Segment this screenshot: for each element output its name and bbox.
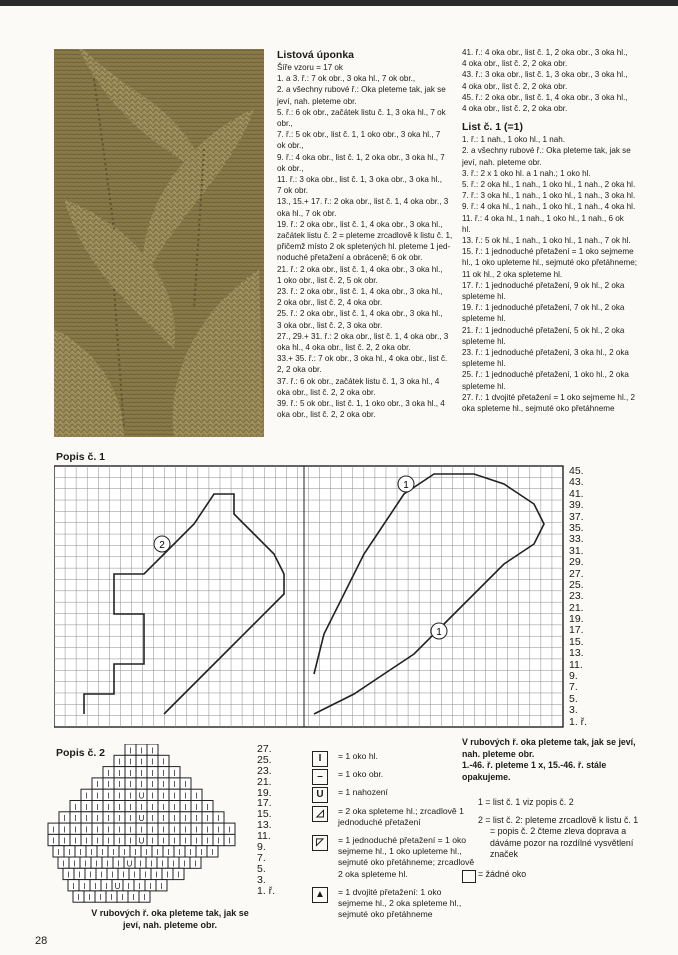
chart2-symbol: I bbox=[211, 848, 214, 857]
chart2-symbol: I bbox=[96, 814, 99, 824]
instruction-line: 11. ř.: 3 oka obr., list č. 1, 3 oka obr., 3 oka hl., bbox=[277, 175, 442, 185]
chart2-symbol: I bbox=[195, 825, 198, 835]
chart2-symbol: I bbox=[133, 870, 136, 880]
chart2-symbol: I bbox=[83, 881, 86, 891]
chart2-symbol: I bbox=[162, 836, 165, 846]
chart2-symbol: I bbox=[129, 836, 132, 846]
knitted-swatch-photo bbox=[54, 49, 264, 437]
instruction-line: 15. ř.: 1 jednoduché přetažení = 1 oko sejmeme bbox=[462, 247, 634, 257]
instruction-line: jeví, nah. pleteme obr. bbox=[462, 157, 542, 167]
leaf-1-note: 1 = list č. 1 viz popis č. 2 bbox=[478, 797, 574, 807]
chart2-symbol: I bbox=[118, 780, 121, 790]
leaf-instructions bbox=[462, 134, 637, 414]
chart2-symbol: I bbox=[107, 814, 110, 824]
instruction-line: 33.+ 35. ř.: 7 ok obr., 3 oka hl., 4 oka obr., list č. bbox=[277, 354, 448, 364]
legend-item bbox=[312, 835, 477, 880]
instruction-line: přičemž místo 2 ok spletených hl. pleteme 1 jed- bbox=[277, 242, 451, 252]
chart2-symbol: I bbox=[85, 802, 88, 812]
chart2-symbol: I bbox=[105, 881, 108, 891]
chart2-symbol: I bbox=[85, 836, 88, 846]
legend-item bbox=[312, 806, 477, 828]
row-number: 31. bbox=[569, 544, 584, 557]
instruction-line: 21. ř.: 1 jednoduché přetažení, 5 ok hl., 2 oka bbox=[462, 325, 625, 335]
instruction-line: Šíře vzoru = 17 ok bbox=[277, 63, 343, 72]
instruction-line: 11. ř.: 4 oka hl., 1 nah., 1 oko hl., 1 nah., 6 ok bbox=[462, 213, 624, 223]
instruction-line: 27. ř.: 1 dvojité přetažení = 1 oko sejmeme hl., 2 bbox=[462, 392, 635, 402]
chart2-symbol: I bbox=[195, 814, 198, 824]
chart2-symbol: I bbox=[172, 859, 175, 869]
chart2-symbol: I bbox=[162, 768, 165, 778]
double-decrease-icon: ▲ bbox=[312, 887, 328, 903]
chart2-symbol: U bbox=[138, 836, 145, 846]
instructions-lines bbox=[277, 62, 455, 421]
section-title-listova-uponka: Listová úponka bbox=[277, 49, 355, 61]
chart2-symbol: I bbox=[127, 881, 130, 891]
row-number: 23. bbox=[569, 590, 584, 603]
instruction-line: 3. ř.: 2 x 1 oko hl. a 1 nah.; 1 oko hl. bbox=[462, 168, 591, 178]
row-number: 5. bbox=[569, 692, 578, 705]
chart2-symbol: I bbox=[161, 859, 164, 869]
chart2-symbol: U bbox=[114, 881, 121, 891]
chart2-symbol: I bbox=[184, 836, 187, 846]
chart2-symbol: I bbox=[173, 836, 176, 846]
instructions-column-right bbox=[462, 47, 637, 414]
chart2-symbol: I bbox=[129, 780, 132, 790]
chart2-symbol: I bbox=[166, 870, 169, 880]
top-rule bbox=[0, 0, 678, 6]
row-number: 21. bbox=[257, 775, 272, 788]
instruction-line: ok obr., bbox=[277, 141, 304, 151]
chart2-symbol: I bbox=[72, 881, 75, 891]
chart2-symbol: I bbox=[228, 825, 231, 835]
legend-text: = 2 oka spleteme hl.; zrcadlově 1 jednoduché přetažení bbox=[338, 805, 464, 827]
chart2-symbol: I bbox=[173, 802, 176, 812]
chart2-symbol: I bbox=[96, 836, 99, 846]
instruction-line: 7 ok obr. bbox=[277, 186, 309, 196]
instruction-line: spleteme hl. bbox=[462, 336, 506, 346]
instruction-line: 4 oka obr., list č. 2, 2 oka obr. bbox=[462, 59, 568, 69]
row-number: 35. bbox=[569, 521, 584, 534]
row-number: 7. bbox=[257, 851, 266, 864]
chart2-symbol: U bbox=[138, 814, 145, 824]
instruction-line: oka hl., 4 oka obr., list č. 2, 2 oka obr. bbox=[277, 343, 411, 353]
chart2-symbol: I bbox=[107, 825, 110, 835]
row-number: 39. bbox=[569, 499, 584, 512]
chart2-symbol: I bbox=[85, 814, 88, 824]
chart-notes bbox=[462, 737, 642, 880]
chart2-symbol: I bbox=[184, 802, 187, 812]
row-number: 21. bbox=[569, 601, 584, 614]
chart2-symbol: I bbox=[52, 836, 55, 846]
instruction-line: 37. ř.: 6 ok obr., začátek listu č. 1, 3 oka hl., 4 bbox=[277, 376, 440, 386]
row-number: 15. bbox=[257, 808, 272, 821]
instruction-line: 2. a všechny rubové ř.: Oka pleteme tak, jak se bbox=[462, 146, 631, 156]
chart2-symbol: I bbox=[150, 859, 153, 869]
knitting-chart-2 bbox=[37, 744, 253, 906]
chart2-symbol: I bbox=[96, 825, 99, 835]
yarn-over-icon: U bbox=[312, 787, 328, 803]
legend-item bbox=[312, 787, 477, 801]
row-number: 3. bbox=[569, 704, 578, 717]
chart2-symbol: I bbox=[138, 881, 141, 891]
chart2-symbol: I bbox=[122, 870, 125, 880]
chart2-symbol: I bbox=[79, 848, 82, 857]
instruction-line: 9. ř.: 4 oka hl., 1 nah., 1 oko hl., 1 nah., 4 oka hl. bbox=[462, 202, 636, 212]
chart2-symbol: I bbox=[151, 780, 154, 790]
instruction-line: 25. ř.: 2 oka obr., list č. 1, 4 oka obr., 3 oka hl., bbox=[277, 309, 443, 319]
instruction-line: oka hl., 7 ok obr. bbox=[277, 208, 337, 218]
chart2-note: V rubových ř. oka pleteme tak, jak se jeví, nah. pleteme obr. bbox=[91, 908, 249, 930]
chart2-symbol: U bbox=[126, 859, 133, 869]
chart2-symbol: I bbox=[121, 893, 124, 903]
chart2-symbol: I bbox=[118, 825, 121, 835]
chart2-symbol: I bbox=[132, 893, 135, 903]
chart2-symbol: I bbox=[129, 768, 132, 778]
row-number: 23. bbox=[257, 764, 272, 777]
chart2-symbol: I bbox=[162, 757, 165, 767]
chart2-symbol: I bbox=[88, 893, 91, 903]
row-number: 17. bbox=[257, 797, 272, 810]
instruction-line: 2, 2 oka obr. bbox=[277, 365, 322, 375]
instruction-line: začátek listu č. 2 = pleteme zrcadlově k listu č. 1, bbox=[277, 231, 453, 241]
chart2-symbol: I bbox=[118, 768, 121, 778]
chart2-symbol: I bbox=[74, 814, 77, 824]
instruction-line: 13., 15.+ 17. ř.: 2 oka obr., list č. 1, 4 oka obr., 3 bbox=[277, 197, 449, 207]
chart2-symbol: I bbox=[118, 814, 121, 824]
chart2-symbol: I bbox=[206, 836, 209, 846]
section-title-list-1: List č. 1 (=1) bbox=[462, 121, 523, 134]
chart2-symbol: I bbox=[101, 848, 104, 857]
chart2-symbol: I bbox=[110, 893, 113, 903]
chart1-row-numbers bbox=[569, 466, 609, 728]
chart2-symbol: I bbox=[129, 746, 132, 756]
leaf-marker-1b-text: 1 bbox=[436, 627, 442, 638]
instruction-line: 19. ř.: 2 oka obr., list č. 1, 4 oka obr., 3 oka hl., bbox=[277, 219, 443, 229]
instruction-line: 45. ř.: 2 oka obr., list č. 1, 4 oka obr., 3 oka hl., bbox=[462, 92, 628, 102]
instruction-line: 2 oka obr., list č. 2, 4 oka obr. bbox=[277, 298, 383, 308]
chart2-symbol: I bbox=[143, 893, 146, 903]
chart2-symbol: I bbox=[52, 825, 55, 835]
chart2-symbol: I bbox=[194, 859, 197, 869]
instruction-line: jeví, nah. pleteme obr. bbox=[277, 96, 357, 106]
instruction-line: 23. ř.: 2 oka obr., list č. 1, 4 oka obr., 3 oka hl., bbox=[277, 287, 443, 297]
row-number: 11. bbox=[257, 830, 271, 843]
instruction-line: 3 oka obr., list č. 2, 3 oka obr. bbox=[277, 320, 383, 330]
chart2-symbol: I bbox=[173, 825, 176, 835]
row-number: 11. bbox=[569, 658, 583, 671]
chart2-symbol: I bbox=[151, 757, 154, 767]
legend-text: = 1 dvojité přetažení: 1 oko sejmeme hl., 2 oka spleteme hl., sejmuté oko přetáhneme bbox=[338, 886, 462, 920]
instruction-line: obr., bbox=[277, 119, 293, 129]
chart2-symbol: I bbox=[118, 791, 121, 801]
instruction-line: 43. ř.: 3 oka obr., list č. 1, 3 oka obr., 3 oka hl., bbox=[462, 70, 628, 80]
chart2-symbol: I bbox=[117, 859, 120, 869]
chart2-symbol: I bbox=[84, 859, 87, 869]
empty-cell-note bbox=[462, 869, 642, 881]
chart1-label: Popis č. 1 bbox=[56, 451, 106, 463]
knit-stitch-icon: I bbox=[312, 751, 328, 767]
instruction-line: 5. ř.: 6 ok obr., začátek listu č. 1, 3 oka hl., 7 ok bbox=[277, 107, 446, 117]
legend-text: = 1 oko hl. bbox=[338, 751, 378, 761]
row-number: 43. bbox=[569, 476, 584, 489]
chart2-symbol: I bbox=[206, 825, 209, 835]
instruction-line: 19. ř.: 1 jednoduché přetažení, 7 ok hl., 2 oka bbox=[462, 303, 625, 313]
chart2-symbol: I bbox=[129, 757, 132, 767]
instruction-line: ok obr., bbox=[277, 163, 304, 173]
chart2-symbol: I bbox=[118, 757, 121, 767]
instruction-line: noduché přetažení a obráceně; 6 ok obr. bbox=[277, 253, 423, 263]
chart2-symbol: I bbox=[67, 870, 70, 880]
chart2-symbol: I bbox=[78, 870, 81, 880]
row-number: 37. bbox=[569, 510, 584, 523]
chart2-symbol: I bbox=[184, 791, 187, 801]
empty-cell-icon bbox=[462, 870, 476, 883]
chart2-symbol: I bbox=[151, 825, 154, 835]
instruction-line: 17. ř.: 1 jednoduché přetažení, 9 ok hl., 2 oka bbox=[462, 280, 625, 290]
leaf-2-note: 2 = list č. 2: pleteme zrcadlově k listu č. 1 = popis č. 2 čteme zleva doprava a dáváme pozor na rozdílné vysvětlení značek bbox=[478, 814, 639, 859]
chart2-symbol: I bbox=[57, 848, 60, 857]
chart2-symbol: I bbox=[140, 780, 143, 790]
instruction-line: 2. a všechny rubové ř.: Oka pleteme tak, jak se bbox=[277, 85, 446, 95]
page-number: 28 bbox=[35, 935, 48, 947]
chart2-symbol: I bbox=[173, 780, 176, 790]
symbol-legend bbox=[312, 751, 477, 927]
chart2-symbol: I bbox=[217, 825, 220, 835]
chart2-symbol: I bbox=[200, 848, 203, 857]
chart2-symbol: I bbox=[63, 814, 66, 824]
legend-item bbox=[312, 751, 477, 762]
leaf-marker-1a-text: 1 bbox=[403, 480, 409, 491]
legend-text: = 1 jednoduché přetažení = 1 oko sejmeme hl., 1 oko upleteme hl., sejmuté oko přetáhneme; zrcadlově 2 oka spleteme hl. bbox=[338, 835, 475, 879]
instructions-continued bbox=[462, 47, 637, 114]
chart2-symbol: I bbox=[173, 768, 176, 778]
chart2-symbol: I bbox=[151, 746, 154, 756]
instruction-line: hl. bbox=[462, 224, 471, 234]
chart2-symbol: I bbox=[151, 814, 154, 824]
chart2-symbol: I bbox=[68, 848, 71, 857]
chart2-symbol: I bbox=[95, 859, 98, 869]
instruction-line: 9. ř.: 4 oka obr., list č. 1, 2 oka obr., 3 oka hl., 7 bbox=[277, 152, 445, 162]
chart2-symbol: I bbox=[156, 848, 159, 857]
chart2-symbol: I bbox=[74, 836, 77, 846]
row-number: 27. bbox=[569, 567, 584, 580]
chart2-symbol: I bbox=[173, 791, 176, 801]
chart2-symbol: I bbox=[63, 825, 66, 835]
chart2-symbol: I bbox=[151, 768, 154, 778]
chart2-symbol: I bbox=[173, 814, 176, 824]
chart2-symbol: I bbox=[184, 780, 187, 790]
chart2-symbol: I bbox=[62, 859, 65, 869]
chart2-symbol: I bbox=[162, 780, 165, 790]
row-number: 45. bbox=[569, 465, 584, 477]
row-number: 1. ř. bbox=[257, 884, 276, 897]
instruction-line: 11 ok hl., 2 oka spleteme hl. bbox=[462, 269, 563, 279]
leaf-marker-2-text: 2 bbox=[159, 540, 165, 551]
row-number: 13. bbox=[569, 647, 584, 660]
chart2-symbol: I bbox=[94, 881, 97, 891]
chart2-symbol: I bbox=[129, 825, 132, 835]
chart2-symbol: I bbox=[140, 746, 143, 756]
chart2-symbol: I bbox=[155, 870, 158, 880]
instruction-line: 13. ř.: 5 ok hl., 1 nah., 1 oko hl., 1 nah., 7 ok hl. bbox=[462, 236, 631, 246]
chart2-symbol: I bbox=[129, 791, 132, 801]
chart2-symbol: I bbox=[74, 802, 77, 812]
chart2-symbol: I bbox=[112, 848, 115, 857]
instruction-line: 1 oko obr., list č. 2, 5 ok obr. bbox=[277, 275, 378, 285]
chart2-symbol: I bbox=[134, 848, 137, 857]
instruction-line: 5. ř.: 2 oka hl., 1 nah., 1 oko hl., 1 nah., 2 oka hl. bbox=[462, 180, 636, 190]
wrong-side-note: V rubových ř. oka pleteme tak, jak se jeví, nah. pleteme obr. bbox=[462, 737, 636, 759]
chart2-symbol: I bbox=[90, 848, 93, 857]
instruction-line: spleteme hl. bbox=[462, 359, 506, 369]
chart2-symbol: I bbox=[195, 802, 198, 812]
chart2-symbol: I bbox=[177, 870, 180, 880]
chart2-symbol: I bbox=[96, 791, 99, 801]
chart2-symbol: I bbox=[74, 825, 77, 835]
chart2-symbol: I bbox=[118, 802, 121, 812]
instruction-line: oka obr., list č. 2, 2 oka obr. bbox=[277, 387, 376, 397]
chart2-symbol: I bbox=[217, 814, 220, 824]
chart2-symbol: I bbox=[63, 836, 66, 846]
instruction-line: 4 oka obr., list č. 2, 2 oka obr. bbox=[462, 81, 568, 91]
chart2-symbol: I bbox=[206, 802, 209, 812]
chart2-symbol: I bbox=[178, 848, 181, 857]
chart2-symbol: I bbox=[99, 893, 102, 903]
chart2-symbol: I bbox=[140, 802, 143, 812]
instruction-line: 27., 29.+ 31. ř.: 2 oka obr., list č. 1, 4 oka obr., 3 bbox=[277, 331, 449, 341]
chart2-symbol: I bbox=[140, 757, 143, 767]
instruction-line: 41. ř.: 4 oka obr., list č. 1, 2 oka obr., 3 oka hl., bbox=[462, 48, 628, 57]
row-number: 27. bbox=[257, 743, 272, 755]
chart2-symbol: I bbox=[151, 802, 154, 812]
chart2-symbol: I bbox=[184, 825, 187, 835]
row-number: 9. bbox=[257, 841, 266, 854]
chart2-symbol: I bbox=[228, 836, 231, 846]
row-number: 33. bbox=[569, 533, 584, 546]
row-number: 15. bbox=[569, 635, 584, 648]
chart2-symbol: I bbox=[144, 870, 147, 880]
chart2-symbol: I bbox=[129, 802, 132, 812]
instruction-line: 23. ř.: 1 jednoduché přetažení, 3 oka hl., 2 oka bbox=[462, 348, 629, 358]
legend-item bbox=[312, 769, 477, 783]
empty-cell-text: = žádné oko bbox=[478, 868, 527, 879]
chart2-symbol: I bbox=[162, 814, 165, 824]
instruction-line: 21. ř.: 2 oka obr., list č. 1, 4 oka obr., 3 oka hl., bbox=[277, 264, 443, 274]
instruction-line: 4 oka obr., list č. 2, 2 oka obr. bbox=[462, 104, 568, 114]
instruction-line: 7. ř.: 3 oka hl., 1 nah., 1 oko hl., 1 nah., 3 oka hl. bbox=[462, 191, 636, 201]
chart2-symbol: I bbox=[162, 802, 165, 812]
row-number: 19. bbox=[257, 786, 272, 799]
chart2-symbol: I bbox=[140, 768, 143, 778]
chart2-symbol: I bbox=[162, 825, 165, 835]
row-number: 25. bbox=[569, 578, 584, 591]
instruction-line: 7. ř.: 5 ok obr., list č. 1, 1 oko obr., 3 oka hl., 7 bbox=[277, 130, 441, 140]
chart2-symbol: I bbox=[73, 859, 76, 869]
instruction-line: oka obr., list č. 2, 2 oka obr. bbox=[277, 410, 376, 420]
chart2-label: Popis č. 2 bbox=[56, 747, 106, 759]
row-number: 41. bbox=[569, 487, 584, 500]
k2tog-icon: ◿ bbox=[312, 806, 328, 822]
chart2-symbol: I bbox=[107, 802, 110, 812]
chart2-symbol: I bbox=[96, 780, 99, 790]
chart2-symbol: I bbox=[106, 859, 109, 869]
instructions-column-left bbox=[277, 48, 455, 421]
chart2-symbol: I bbox=[145, 848, 148, 857]
chart2-symbol: I bbox=[129, 814, 132, 824]
chart2-symbol: I bbox=[107, 791, 110, 801]
chart2-symbol: I bbox=[189, 848, 192, 857]
row-number: 9. bbox=[569, 670, 578, 683]
chart2-symbol: I bbox=[184, 814, 187, 824]
chart2-symbol: I bbox=[100, 870, 103, 880]
legend-text: = 1 oko obr. bbox=[338, 769, 384, 780]
chart2-symbol: I bbox=[85, 791, 88, 801]
instruction-line: 1. ř.: 1 nah., 1 oko hl., 1 nah. bbox=[462, 135, 566, 145]
chart2-symbol: I bbox=[195, 836, 198, 846]
legend-item bbox=[312, 887, 477, 921]
chart2-symbol: I bbox=[151, 791, 154, 801]
chart2-symbol: I bbox=[89, 870, 92, 880]
row-number: 3. bbox=[257, 873, 266, 886]
ssk-icon: ◸ bbox=[312, 835, 328, 851]
chart2-symbol: I bbox=[118, 836, 121, 846]
instruction-line: 1. a 3. ř.: 7 ok obr., 3 oka hl., 7 ok obr., bbox=[277, 74, 416, 84]
chart2-symbol: I bbox=[160, 881, 163, 891]
chart2-symbol: I bbox=[139, 859, 142, 869]
chart2-symbol: I bbox=[111, 870, 114, 880]
chart2-symbol: I bbox=[123, 848, 126, 857]
row-number: 17. bbox=[569, 624, 584, 637]
instruction-line: hl., 1 oko upleteme hl., sejmuté oko přetáhneme; bbox=[462, 258, 638, 268]
chart2-symbol: I bbox=[77, 893, 80, 903]
row-number: 25. bbox=[257, 753, 272, 766]
instruction-line: 39. ř.: 5 ok obr., list č. 1, 1 oko obr., 3 oka hl., 4 bbox=[277, 399, 445, 409]
knitting-chart-1 bbox=[54, 464, 564, 728]
instruction-line: spleteme hl. bbox=[462, 314, 506, 324]
chart2-symbol: I bbox=[151, 836, 154, 846]
chart2-symbol: I bbox=[107, 768, 110, 778]
row-number: 13. bbox=[257, 819, 272, 832]
instruction-line: spleteme hl. bbox=[462, 292, 506, 302]
row-number: 5. bbox=[257, 862, 266, 875]
chart2-symbol: I bbox=[162, 791, 165, 801]
instruction-line: 25. ř.: 1 jednoduché přetažení, 1 oko hl., 2 oka bbox=[462, 370, 629, 380]
chart2-symbol: I bbox=[140, 825, 143, 835]
row-number: 7. bbox=[569, 681, 578, 694]
instruction-line: spleteme hl. bbox=[462, 381, 506, 391]
chart2-symbol: I bbox=[107, 836, 110, 846]
chart2-symbol: I bbox=[96, 802, 99, 812]
row-number: 1. ř. bbox=[569, 715, 588, 728]
chart2-symbol: I bbox=[85, 825, 88, 835]
chart2-symbol: I bbox=[149, 881, 152, 891]
chart2-row-numbers bbox=[257, 744, 275, 896]
chart2-symbol: I bbox=[195, 791, 198, 801]
repeat-note: 1.-46. ř. pleteme 1 x, 15.-46. ř. stále opakujeme. bbox=[462, 760, 607, 782]
row-number: 29. bbox=[569, 556, 584, 569]
chart2-symbol: I bbox=[107, 780, 110, 790]
chart2-symbol: I bbox=[217, 836, 220, 846]
legend-text: = 1 nahození bbox=[338, 787, 388, 798]
chart2-symbol: I bbox=[183, 859, 186, 869]
row-number: 19. bbox=[569, 613, 584, 626]
chart2-symbol: I bbox=[206, 814, 209, 824]
chart2-symbol: U bbox=[138, 791, 145, 801]
chart2-symbol: I bbox=[167, 848, 170, 857]
instruction-line: oka spleteme hl., sejmuté oko přetáhneme bbox=[462, 404, 615, 414]
purl-stitch-icon: – bbox=[312, 769, 328, 785]
